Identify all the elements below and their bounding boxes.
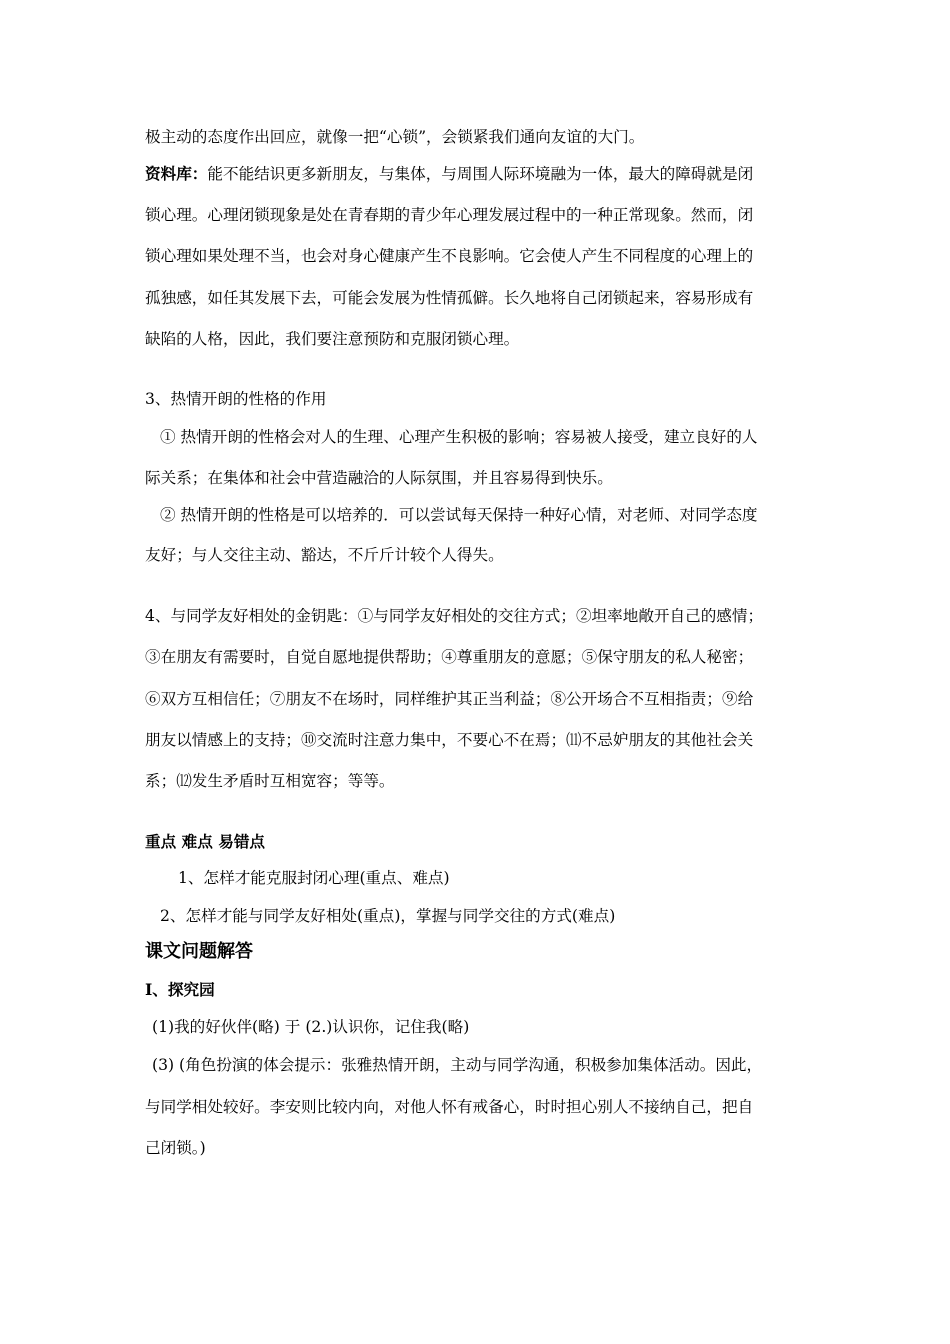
answer-1: (1)我的好伙伴(略) 于 (2.)认识你，记住我(略) xyxy=(152,1018,470,1036)
answers-heading: 课文问题解答 xyxy=(145,941,253,962)
key-points-heading: 重点 难点 易错点 xyxy=(145,832,266,851)
answer-3: (3) (角色扮演的体会提示：张雅热情开朗，主动与同学沟通，积极参加集体活动。因此， xyxy=(152,1056,763,1074)
section-3-title: 3、热情开朗的性格的作用 xyxy=(145,390,327,408)
section-3-item-2: ② 热情开朗的性格是可以培养的．可以尝试每天保持一种好心情，对老师、对同学态度 xyxy=(160,506,758,524)
resource-paragraph-line: 缺陷的人格，因此，我们要注意预防和克服闭锁心理。 xyxy=(145,330,520,348)
resource-label: 资料库： xyxy=(145,164,208,183)
resource-text: 能不能结识更多新朋友，与集体，与周围人际环境融为一体，最大的障碍就是闭 xyxy=(207,165,754,183)
section-4-line: ⑥双方互相信任；⑦朋友不在场时，同样维护其正当利益；⑧公开场合不互相指责；⑨给 xyxy=(145,690,754,708)
section-4-line: 4、与同学友好相处的金钥匙：①与同学友好相处的交往方式；②坦率地敞开自己的感情； xyxy=(145,607,764,625)
section-4-line: 系；⑿发生矛盾时互相宽容；等等。 xyxy=(145,772,395,790)
resource-paragraph-line xyxy=(145,164,753,184)
paragraph-line: 极主动的态度作出回应，就像一把“心锁”，会锁紧我们通向友谊的大门。 xyxy=(145,128,645,146)
answer-3-cont: 己闭锁。) xyxy=(145,1139,206,1157)
key-point-1: 1、怎样才能克服封闭心理(重点、难点) xyxy=(178,869,450,887)
resource-paragraph-line: 锁心理如果处理不当，也会对身心健康产生不良影响。它会使人产生不同程度的心理上的 xyxy=(145,247,754,265)
section-4-line: 朋友以情感上的支持；⑩交流时注意力集中，不要心不在焉；⑾不忌妒朋友的其他社会关 xyxy=(145,731,754,749)
key-point-2: 2、怎样才能与同学友好相处(重点)，掌握与同学交往的方式(难点) xyxy=(160,907,616,925)
section-3-item-1-cont: 际关系；在集体和社会中营造融洽的人际氛围，并且容易得到快乐。 xyxy=(145,469,613,487)
answer-3-cont: 与同学相处较好。李安则比较内向，对他人怀有戒备心，时时担心别人不接纳自己，把自 xyxy=(145,1098,754,1116)
section-4-line: ③在朋友有需要时，自觉自愿地提供帮助；④尊重朋友的意愿；⑤保守朋友的私人秘密； xyxy=(145,648,754,666)
resource-paragraph-line: 锁心理。心理闭锁现象是处在青春期的青少年心理发展过程中的一种正常现象。然而，闭 xyxy=(145,206,754,224)
resource-paragraph-line: 孤独感，如任其发展下去，可能会发展为性情孤僻。长久地将自己闭锁起来，容易形成有 xyxy=(145,289,754,307)
explore-section-title: Ⅰ、探究园 xyxy=(145,980,215,999)
section-3-item-2-cont: 友好；与人交往主动、豁达，不斤斤计较个人得失。 xyxy=(145,546,504,564)
section-3-item-1: ① 热情开朗的性格会对人的生理、心理产生积极的影响；容易被人接受，建立良好的人 xyxy=(160,428,758,446)
